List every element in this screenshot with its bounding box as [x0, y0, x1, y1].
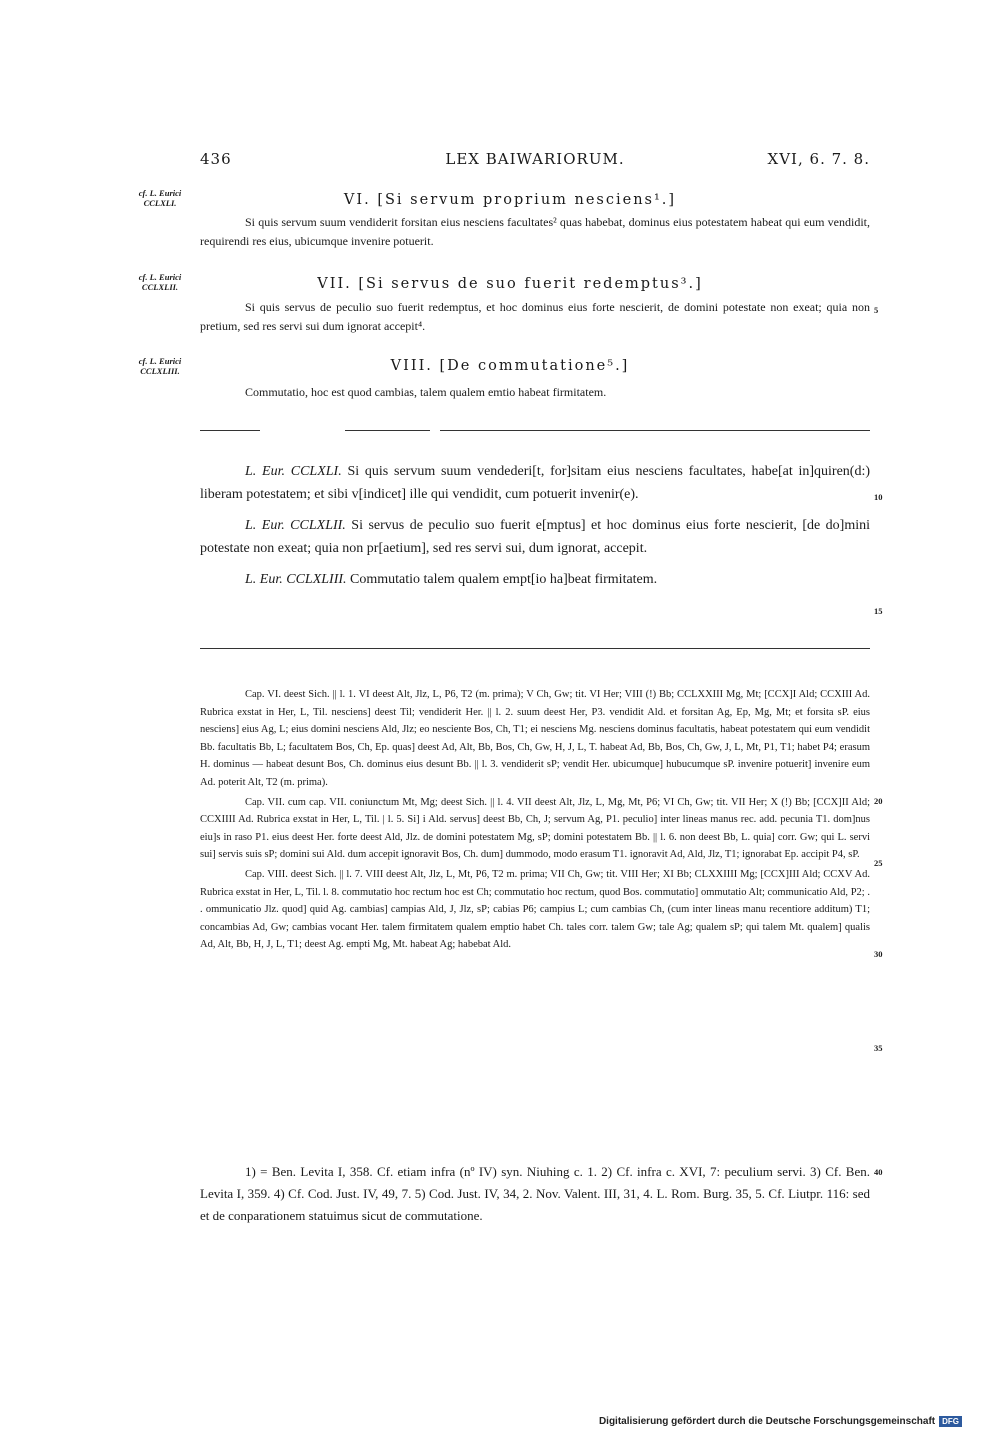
- page-number: 436: [200, 150, 232, 168]
- eurici-reference: L. Eur. CCLXLIII.: [245, 572, 347, 587]
- divider-rule: [345, 430, 430, 431]
- eurici-paragraph: [200, 568, 870, 591]
- eurici-text: Commutatio talem qualem empt[io ha]beat firmitatem.: [350, 572, 658, 587]
- dfg-logo-icon: DFG: [939, 1416, 962, 1427]
- side-note-eurici-ccxliii: cf. L. Eurici CCLXLIII.: [138, 356, 182, 376]
- digitization-footer: [599, 1416, 962, 1427]
- divider-rule: [200, 648, 870, 649]
- line-number: 25: [874, 858, 883, 868]
- side-note-eurici-ccxlii: cf. L. Eurici CCLXLII.: [138, 272, 182, 292]
- apparatus-paragraph: Cap. VII. cum cap. VII. coniunctum Mt, Mg; deest Sich. || l. 4. VII deest Alt, Jlz, L, Mg, Mt, P6; VI Ch, Gw; tit. VII Her; X (!) Bb; [CCX]II Ald; CCXIIII Ad. Rubrica exstat in Her, L, Til. | l. 5. Si] i Ald. servus] deest Bb, Ch, J; servum Ag, P1. peculio] inter lineas manus rec. add. pecunia T1. dom]nus eiu]s in raso P1. eius deest Her. forte deest Ald, Jlz. de domini potestatem Mg, sP; domini potestatem Bb. || l. 6. non deest Bb, L. quia] corr. Gw; qui L. servi sui] servis suis sP; domini sui Ald. dum accepit ignoravit Bos, Ch. dum] dummodo, modo erasum T1. ignoravit Ad, Ald, Jlz, T1; ignorabat Ep. accipit P4, sP.: [200, 796, 870, 861]
- line-number: 35: [874, 1043, 883, 1053]
- eurici-paragraph: [200, 460, 870, 506]
- eurici-reference: L. Eur. CCLXLII.: [245, 518, 346, 533]
- eurici-reference: L. Eur. CCLXLI.: [245, 464, 342, 479]
- apparatus-paragraph: Cap. VI. deest Sich. || l. 1. VI deest Alt, Jlz, L, P6, T2 (m. prima); V Ch, Gw; tit. VI Her; VIII (!) Bb; CCLXXIII Mg, Mt; [CCX]I Ald; CCXIII Ad. Rubrica exstat in Her, L, Til. nesciens] deest Til; vendiderit Her. || l. 2. suum deest Her, P3. vendidit Ald. et forsitan Ag, Ep, Mg, Mt; et forsita sP. eius nesciens] eius Ag, L; eius domini nesciens Ald, Jlz; eo nesciente Bos, Ch, T1; ei nesciens Mg. nesciens dominus facultatis, habeat potestatem qui eum vendidit Bb. facultatis Bb, L; facultatem Bos, Ch, Ep. quas] deest Ad, Alt, Bb, Bos, Ch, Gw, H, J, L, T. habeat Ad, Bb, Bos, Ch, Gw, J, L, Mt, P1, T1; habet P4; erasum H. dominus — habeat desunt Bos, Ch. dominus eius desunt Bb. || l. 3. vendiderit sP; vendit Her. ubicumque] hubucumque sP. invenire potuerit] invenire eum Ad. poterit Alt, T2 (m. prima).: [200, 689, 870, 788]
- footnotes: [200, 1161, 870, 1227]
- chapter-text-viii: Commutatio, hoc est quod cambias, talem qualem emtio habeat firmitatem.: [245, 385, 607, 399]
- chapter-heading-vii: VII. [Si servus de suo fuerit redemptus³.]: [317, 276, 703, 292]
- line-number: 30: [874, 949, 883, 959]
- eurici-comparison: [200, 460, 870, 599]
- divider-rule: [440, 430, 870, 431]
- eurici-paragraph: [200, 514, 870, 560]
- eurici-text: Si servus de peculio suo fuerit e[mptus] et hoc dominus eius forte nescierit, [de do]mini potestate non exeat; quia non pr[aetium], sed res servi sui, dum ignorat, accepit.: [200, 518, 871, 556]
- apparatus-paragraph: Cap. VIII. deest Sich. || l. 7. VIII deest Alt, Jlz, L, Mt, P6, T2 m. prima; VII Ch, Gw; tit. VIII Her; XI Bb; CLXXIIII Mg; [CCX]III Ald; CCXV Ad. Rubrica exstat in Her, L, Til. l. 8. commutatio hoc rectum hoc est Ch; commutatio hoc rectum, quod Bos. commutatio] ommutatio Alt; communicatio Ald, P2; . . ommunicatio Jlz. quod] quid Ag. cambias] campias Ald, J, Jlz, sP; cabias P6; campius L; cum cambias Ch, (cum inter lineas manu recentiore additum) T1; concambias Ad, Gw; cambias vocant Her. talem firmitatem qualem emptio habet Ch. tales corr. talem Gw; tale Ag; qualem sP; qui talem Mt. qualem] qualis Ad, Alt, Bb, H, J, L, T1; deest Ag. empti Mg, Mt. habeat Ag; habebat Ald.: [200, 868, 870, 951]
- eurici-text: Si quis servum suum vendederi[t, for]sitam eius nesciens facultates, habe[at in]quiren(d:) liberam potestatem; et sibi v[indicet] ille qui vendidit, cum potuerit invenir(e).: [200, 464, 871, 502]
- footer-credit: Digitalisierung gefördert durch die Deutsche Forschungsgemeinschaft: [598, 1416, 936, 1427]
- chapter-text-vii: Si quis servus de peculio suo fuerit redemptus, et hoc dominus eius forte nescierit, de domini potestate non exeat; quia non pretium, sed res servi sui dum ignorat accepit⁴.: [200, 300, 870, 333]
- running-title: LEX BAIWARIORUM.: [445, 150, 625, 168]
- divider-rule: [200, 430, 260, 431]
- footnotes-text: 1) = Ben. Levita I, 358. Cf. etiam infra (nº IV) syn. Niuhing c. 1. 2) Cf. infra c. XVI, 7: peculium servi. 3) Cf. Ben. Levita I, 359. 4) Cf. Cod. Just. IV, 49, 7. 5) Cod. Just. IV, 34, 2. Nov. Valent. III, 31, 4. L. Rom. Burg. 35, 5. Cf. Liutpr. 116: sed et de conparationem statuimus sicut de commutatione.: [200, 1164, 870, 1223]
- line-number: 15: [874, 606, 883, 616]
- running-header: [200, 150, 870, 174]
- critical-apparatus: [200, 686, 870, 956]
- chapter-heading-viii: VIII. [De commutatione⁵.]: [390, 358, 630, 374]
- section-reference: XVI, 6. 7. 8.: [767, 150, 870, 168]
- line-number: 10: [874, 492, 883, 502]
- line-number: 5: [874, 305, 879, 315]
- chapter-text-vi: Si quis servum suum vendiderit forsitan eius nesciens facultates² quas habebat, dominus eius potestatem habeat qui eum vendidit, requirendi res eius, ubicumque invenire potuerit.: [200, 215, 870, 248]
- side-note-eurici-ccxli: cf. L. Eurici CCLXLI.: [138, 188, 182, 208]
- chapter-heading-vi: VI. [Si servum proprium nesciens¹.]: [343, 192, 677, 208]
- line-number: 20: [874, 796, 883, 806]
- line-number: 40: [874, 1167, 883, 1177]
